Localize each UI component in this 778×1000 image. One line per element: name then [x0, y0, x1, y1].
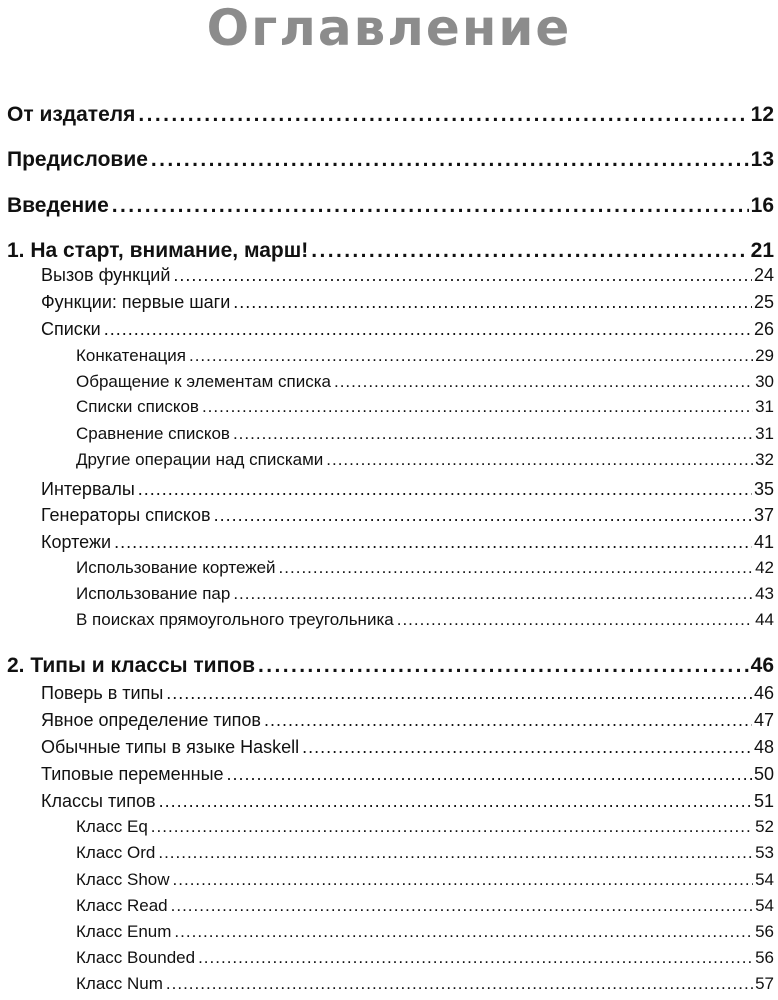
toc-entry-subsection[interactable] [76, 397, 774, 423]
dot-leader [311, 239, 748, 263]
dot-leader [279, 558, 754, 578]
toc-entry-page: 30 [755, 372, 774, 391]
toc-entry-page: 16 [750, 194, 774, 217]
dot-leader [171, 896, 753, 916]
dot-leader [227, 764, 752, 785]
toc-entry-label: Генераторы списков [41, 505, 211, 525]
toc-entry-page: 31 [755, 397, 774, 416]
toc-entry-label: Вызов функций [41, 265, 171, 285]
toc-entry-subsection[interactable] [76, 922, 774, 948]
toc-entry-section[interactable] [41, 764, 774, 790]
toc-entry-section[interactable] [41, 505, 774, 531]
toc-entry-label: Конкатенация [76, 346, 186, 365]
toc-entry-section[interactable] [41, 683, 774, 709]
toc-entry-page: 13 [750, 148, 774, 171]
toc-entry-label: 2. Типы и классы типов [7, 654, 256, 677]
dot-leader [151, 817, 753, 837]
toc-entry-page: 37 [753, 505, 774, 525]
toc-entry-subsection[interactable] [76, 948, 774, 974]
dot-leader [233, 584, 753, 604]
toc-entry-label: Использование пар [76, 584, 231, 603]
toc-entry-subsection[interactable] [76, 817, 774, 843]
toc-entry-label: Предисловие [7, 148, 148, 171]
page-title: Оглавление [206, 0, 572, 57]
toc-entry-label: Списки списков [76, 397, 199, 416]
dot-leader [214, 505, 752, 526]
toc-entry-subsection[interactable] [76, 843, 774, 869]
dot-leader [189, 346, 753, 366]
toc-entry-page: 56 [755, 948, 774, 967]
toc-entry-page: 46 [753, 683, 774, 703]
toc-entry-page: 29 [755, 346, 774, 365]
dot-leader [233, 292, 752, 313]
toc-entry-chapter-1[interactable] [7, 239, 774, 265]
toc-entry-label: Обычные типы в языке Haskell [41, 737, 300, 757]
dot-leader [174, 922, 753, 942]
toc-entry-label: Списки [41, 319, 101, 339]
dot-leader [159, 791, 752, 812]
toc-entry-subsection[interactable] [76, 450, 774, 476]
toc-entry-page: 21 [750, 239, 774, 262]
toc-entry-subsection[interactable] [76, 558, 774, 584]
toc-entry-page: 57 [755, 974, 774, 993]
toc-entry-page: 46 [750, 654, 774, 677]
toc-entry-section[interactable] [41, 532, 774, 558]
dot-leader [151, 148, 749, 172]
dot-leader [258, 654, 749, 678]
toc-entry-label: Функции: первые шаги [41, 292, 231, 312]
dot-leader [202, 397, 753, 417]
toc-entry-label: Другие операции над списками [76, 450, 324, 469]
toc-entry-label: Класс Enum [76, 922, 172, 941]
toc-entry-page: 48 [753, 737, 774, 757]
toc-entry-page: 54 [755, 870, 774, 889]
toc-entry-subsection[interactable] [76, 610, 774, 636]
toc-entry-page: 43 [755, 584, 774, 603]
toc-entry-section[interactable] [41, 265, 774, 291]
dot-leader [158, 843, 753, 863]
toc-entry-label: Сравнение списков [76, 424, 230, 443]
dot-leader [104, 319, 752, 340]
dot-leader [112, 194, 749, 218]
toc-entry-label: Поверь в типы [41, 683, 164, 703]
toc-entry-section[interactable] [41, 292, 774, 318]
dot-leader [302, 737, 752, 758]
toc-entry-label: Кортежи [41, 532, 112, 552]
dot-leader [173, 870, 754, 890]
toc-entry-section[interactable] [41, 791, 774, 817]
toc-entry-label: Классы типов [41, 791, 156, 811]
toc-entry-page: 50 [753, 764, 774, 784]
toc-entry-subsection[interactable] [76, 424, 774, 450]
dot-leader [138, 479, 752, 500]
toc-entry-label: Класс Ord [76, 843, 156, 862]
dot-leader [326, 450, 753, 470]
dot-leader [397, 610, 753, 630]
dot-leader [334, 372, 753, 392]
toc-entry-label: Класс Eq [76, 817, 148, 836]
dot-leader [233, 424, 753, 444]
toc-entry-page: 24 [753, 265, 774, 285]
dot-leader [166, 974, 753, 994]
toc-entry-label: Интервалы [41, 479, 135, 499]
toc-entry-page: 47 [753, 710, 774, 730]
toc-entry-label: От издателя [7, 103, 136, 126]
toc-entry-subsection[interactable] [76, 372, 774, 398]
toc-entry-label: Класс Show [76, 870, 170, 889]
toc-entry-section[interactable] [41, 737, 774, 763]
toc-entry-front-publisher[interactable] [7, 103, 774, 129]
dot-leader [114, 532, 752, 553]
toc-entry-page: 35 [753, 479, 774, 499]
toc-entry-page: 56 [755, 922, 774, 941]
toc-entry-page: 41 [753, 532, 774, 552]
dot-leader [173, 265, 752, 286]
toc-entry-subsection[interactable] [76, 584, 774, 610]
toc-entry-front-introduction[interactable] [7, 194, 774, 220]
toc-entry-page: 54 [755, 896, 774, 915]
toc-entry-subsection[interactable] [76, 974, 774, 1000]
toc-entry-page: 31 [755, 424, 774, 443]
dot-leader [138, 103, 748, 127]
toc-entry-label: 1. На старт, внимание, марш! [7, 239, 309, 262]
toc-entry-page: 25 [753, 292, 774, 312]
toc-entry-subsection[interactable] [76, 870, 774, 896]
toc-entry-page: 44 [755, 610, 774, 629]
toc-entry-front-preface[interactable] [7, 148, 774, 174]
dot-leader [264, 710, 752, 731]
toc-entry-chapter-2[interactable] [7, 654, 774, 680]
toc-entry-page: 51 [753, 791, 774, 811]
toc-entry-page: 42 [755, 558, 774, 577]
dot-leader [198, 948, 753, 968]
toc-entry-label: Явное определение типов [41, 710, 261, 730]
toc-entry-label: Класс Num [76, 974, 163, 993]
toc-entry-label: Использование кортежей [76, 558, 276, 577]
toc-entry-label: В поисках прямоугольного треугольника [76, 610, 394, 629]
toc-entry-section[interactable] [41, 479, 774, 505]
toc-entry-subsection[interactable] [76, 896, 774, 922]
toc-entry-page: 53 [755, 843, 774, 862]
toc-entry-section[interactable] [41, 710, 774, 736]
dot-leader [166, 683, 752, 704]
toc-entry-label: Введение [7, 194, 109, 217]
toc-entry-label: Обращение к элементам списка [76, 372, 331, 391]
toc-entry-label: Класс Read [76, 896, 168, 915]
toc-entry-page: 12 [750, 103, 774, 126]
toc-entry-page: 26 [753, 319, 774, 339]
toc-entry-label: Класс Bounded [76, 948, 196, 967]
toc-entry-page: 32 [755, 450, 774, 469]
toc-entry-label: Типовые переменные [41, 764, 224, 784]
toc-entry-subsection[interactable] [76, 346, 774, 372]
toc-entry-section[interactable] [41, 319, 774, 345]
toc-entry-page: 52 [755, 817, 774, 836]
